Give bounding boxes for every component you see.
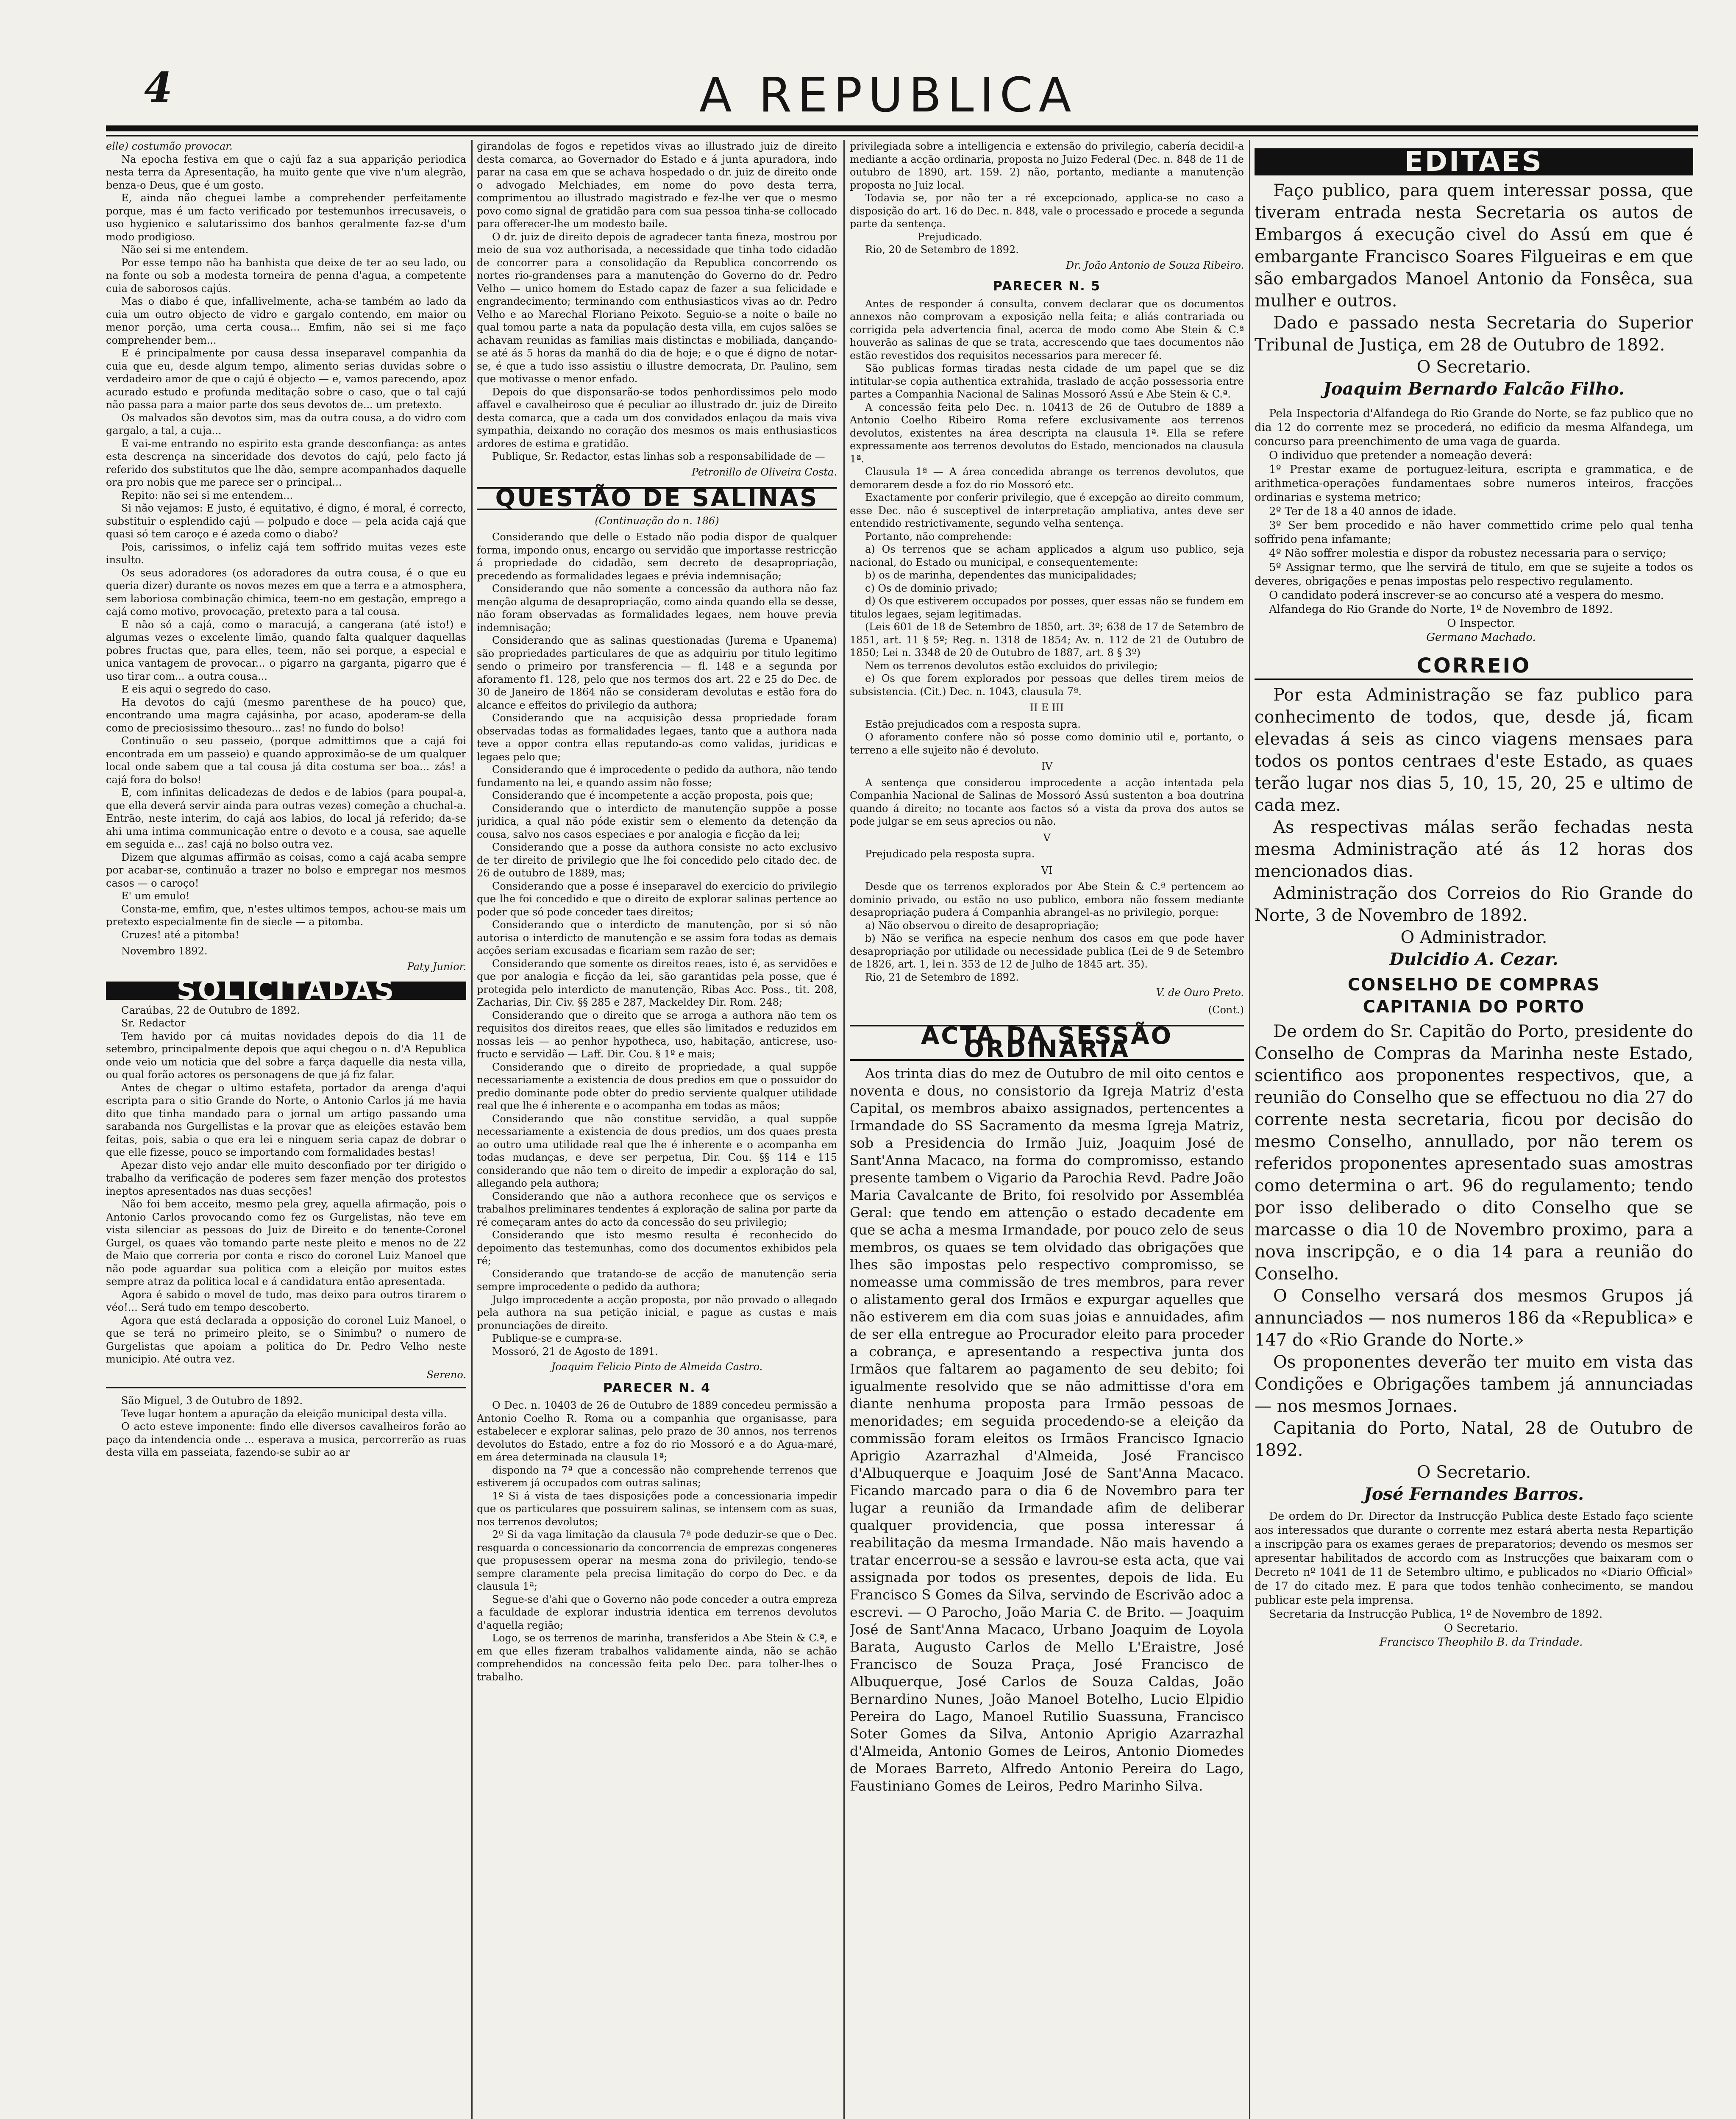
section-title-solicitadas: SOLICITADAS <box>106 982 466 1000</box>
paragraph: Considerando que o interdicto de manutenção suppõe a posse juridica, a qual não póde existir sem o elemento da detenção da cousa, salvo nos casos especiaes e por analogia e ficção da lei; <box>477 802 837 840</box>
paragraph: O acto esteve imponente: findo elle diversos cavalheiros forão ao paço da intendencia onde ... esperava a musica, percorrerão as ruas desta villa em passeiata, fazendo-se subir ao ar <box>106 1421 466 1458</box>
role-line: O Secretario. <box>1416 1463 1531 1482</box>
signature: Dr. João Antonio de Souza Ribeiro. <box>1066 259 1244 271</box>
date-line: Mossoró, 21 de Agosto de 1891. <box>492 1345 658 1357</box>
paragraph: Considerando que a posse é inseparavel do exercicio do privilegio que lhe foi concedido e que o direito de explorar salinas pertence ao poder que só pode conceder taes direitos; <box>477 880 837 918</box>
paragraph: Teve lugar hontem a apuração da eleição municipal desta villa. <box>121 1407 447 1420</box>
date-line: Rio, 20 de Setembro de 1892. <box>865 244 1019 256</box>
paragraph: Agora que está declarada a opposição do coronel Luiz Manoel, o que se terá no primeiro pleito, se o Sinimbu? o numero de Gurgelistas que apoiam a politica do Dr. Pedro Velho neste municipio. Até outra vez. <box>106 1314 466 1365</box>
signature: Joaquim Bernardo Falcão Filho. <box>1323 379 1625 399</box>
letter-continuation <box>477 140 837 478</box>
paragraph: Considerando que é incompetente a acção proposta, pois que; <box>492 790 813 801</box>
signature: José Fernandes Barros. <box>1363 1484 1584 1504</box>
paragraph: E' um emulo! <box>121 890 190 902</box>
paragraph: b) os de marinha, dependentes das municipalidades; <box>865 569 1137 581</box>
paragraph: E vai-me entrando no espirito esta grande desconfiança: as antes esta descrença na sinceridade dos devotos do cajú, pelo facto já referido dos substitutos que lhe dão, sempre acompanhados daquelle ora pro nobis que me parece ser o principal... <box>106 437 466 488</box>
paragraph: Considerando que somente os direitos reaes, isto é, as servidões e que por analogia e ficção da lei, são garantidas pela posse, que é protegida pelo interdicto de manutenção, Ribas Acc. Poss., tit. 208, Zacharias, Dir. Civ. §§ 285 e 287, Mackeldey Dir. Rom. 248; <box>477 957 837 1008</box>
signature: V. de Ouro Preto. <box>1156 987 1244 998</box>
paragraph: Considerando que as salinas questionadas (Jurema e Upanema) são propriedades particulares de que as adquiriu por titulo legitimo sendo o primeiro por transferencia — fl. 148 e a segunda por aforamento f1. 128, pelo que nos termos dos art. 22 e 25 do Dec. de 30 de Janeiro de 1864 não se consideram devolutas e estão fora do alcance e effeitos do privilegio da authora; <box>477 634 837 711</box>
column-divider-2 <box>843 140 845 2119</box>
edital-correio <box>1255 684 1693 971</box>
paragraph: Cruzes! até a pitomba! <box>121 929 239 941</box>
paragraph: e) Os que forem explorados por pessoas que delles tirem meios de subsistencia. (Cit.) Dec. n. 1043, clausula 7ª. <box>850 673 1244 698</box>
paragraph: Considerando que não constitue servidão, a qual suppõe necessariamente a existencia de dous predios, um dos quaes presta ao outro uma utilidade real que lhe é inherente e o acompanha em todas mudanças, e deve ser perpetua, Dir. Cou. §§ 114 e 115 considerando que não tem o direito de impedir a exploração do sal, allegando pela authora; <box>477 1112 837 1189</box>
divider <box>106 1387 466 1388</box>
paragraph: a) Os terrenos que se acham applicados a algum uso publico, seja nacional, do Estado ou municipal, e consequentemente: <box>850 543 1244 568</box>
paragraph: Os malvados são devotos sim, mas da outra cousa, a do vidro com gargalo, a tal, a cuja... <box>106 412 466 437</box>
paragraph: Agora é sabido o movel de tudo, mas deixo para outros tirarem o véo!... Será tudo em tempo descoberto. <box>106 1288 466 1313</box>
section-title-editaes: EDITAES <box>1255 148 1693 175</box>
paragraph: Antes de responder á consulta, convem declarar que os documentos annexos não comprovam a exposição nella feita; e aliás contrariada ou corrigida pela advertencia final, acerca de modo como Abe Stein & C.ª houverão as salinas de que se trata, accrescendo que taes documentos não estão revestidos dos requisitos necessarios para merecer fé. <box>850 298 1244 362</box>
header-rule <box>106 125 1698 131</box>
paragraph: dispondo na 7ª que a concessão não comprehende terrenos que estiverem já occupados com outras salinas; <box>477 1464 837 1489</box>
paragraph: O Dec. n. 10403 de 26 de Outubro de 1889 concedeu permissão a Antonio Coelho R. Roma ou a companhia que organisasse, para estabelecer e explorar salinas, pelo prazo de 30 annos, nos terrenos devolutos do Estado, entre a foz do rio Mossoró e a do Agua-maré, em área determinada na clausula 1ª; <box>477 1399 837 1463</box>
paragraph: São publicas formas tiradas nesta cidade de um papel que se diz intitular-se copia authentica extrahida, traslado de acção possessoria entre partes a Companhia Nacional de Salinas Mossoró Assú e Abe Stein & C.ª. <box>850 362 1244 400</box>
paragraph: Considerando que na acquisição dessa propriedade foram observadas todas as formalidades legaes, tanto que a authora nada teve a oppor contra ellas reputando-as como validas, juridicas e legaes pelo que; <box>477 712 837 763</box>
paragraph: Considerando que delle o Estado não podia dispor de qualquer forma, impondo onus, encargo ou servidão que importasse restricção á propriedade do cidadão, sem decreto de desapropriação, precedendo as formalidades legaes e prévia indemnisação; <box>477 531 837 582</box>
role-line: O Inspector. <box>1447 617 1515 630</box>
paragraph: E é principalmente por causa dessa inseparavel companhia da cuia que eu, desde algum tempo, alimento serias duvidas sobre o verdadeiro amor de que o cajú é objecto — e, vamos parecendo, apoz acurado estudo e profunda meditação sobre o caso, que o tal cajú não passa para a maior parte dos seus devotos de... um pretexto. <box>106 347 466 411</box>
paragraph: Considerando que tratando-se de acção de manutenção seria sempre improcedente o pedido da authora; <box>477 1268 837 1293</box>
paragraph: 3º Ser bem procedido e não haver commettido crime pelo qual tenha soffrido pena infamante; <box>1255 519 1693 546</box>
paragraph: Segue-se d'ahi que o Governo não pode conceder a outra empreza a faculdade de explorar industria identica em terrenos devolutos d'aquella região; <box>477 1593 837 1631</box>
paragraph: Capitania do Porto, Natal, 28 de Outubro de 1892. <box>1255 1418 1693 1460</box>
paragraph: Pela Inspectoria d'Alfandega do Rio Grande do Norte, se faz publico que no dia 12 do corrente mez se procederá, no edificio da mesma Alfandega, um concurso para preenchimento de uma vaga de guarda. <box>1255 407 1693 448</box>
paragraph: Logo, se os terrenos de marinha, transferidos a Abe Stein & C.ª, e em que elles fizeram trabalhos validamente ainda, não se achão comprehendidos na concessão feita pelo Dec. para tolher-lhes o trabalho. <box>477 1632 837 1683</box>
paragraph: Considerando que é improcedente o pedido da authora, não tendo fundamento na lei, e quando assim não fosse; <box>477 764 837 789</box>
paragraph: Julgo improcedente a acção proposta, por não provado o allegado pela authora na sua petição inicial, e pague as custas e mais pronunciações de direito. <box>477 1293 837 1332</box>
paragraph: Considerando que o direito de propriedade, a qual suppõe necessariamente a existencia de dous predios em que o possuidor do predio dominante pode obter do predio serviente qualquer utilidade real que lhe é inherente e o acompanha em todas as mãos; <box>477 1061 837 1112</box>
paragraph: c) Os de dominio privado; <box>865 582 998 594</box>
section-label: IV <box>1041 760 1053 772</box>
section-subtitle-capitania: CAPITANIA DO PORTO <box>1363 997 1585 1017</box>
section-label: VI <box>1041 864 1053 876</box>
paragraph: De ordem do Dr. Director da Instrucção Publica deste Estado faço sciente aos interessados que durante o corrente mez estará aberta nesta Repartição a inscripção para os exames geraes de preparatorios; devendo os mesmos ser apresentar habilitados de accordo com as Instrucções que baixaram com o Decreto nº 1041 de 11 de Setembro ultimo, e publicados no «Diario Official» de 17 do citado mez. E para que todos tenhão conhecimento, se mandou publicar este pela imprensa. <box>1255 1510 1693 1607</box>
paragraph: De ordem do Sr. Capitão do Porto, presidente do Conselho de Compras da Marinha neste Estado, scientifico aos proponentes respectivos, que, a reunião do Conselho que se effectuou no dia 27 do corrente nesta secretaria, ficou por decisão do mesmo Conselho, annullado, por não terem os referidos proponentes apresentado suas amostras como determina o art. 96 do regulamento; tendo por isso deliberado o dito Conselho que se marcasse o dia 10 de Novembro proximo, para a nova inscripção, e o dia 14 para a reunião do Conselho. <box>1255 1022 1693 1284</box>
paragraph: Secretaria da Instrucção Publica, 1º de Novembro de 1892. <box>1269 1608 1603 1621</box>
section-label: II E III <box>1029 702 1064 714</box>
edital-tribunal <box>1255 180 1693 400</box>
edital-conselho <box>1255 1021 1693 1505</box>
paragraph: E não só a cajá, como o maracujá, a cangerana (até isto!) e algumas vezes o excelente limão, quando falta qualquer daquellas pobres fructas que, para elles, teem, não sei porque, a especial e unica vantagem de provocar... o pigarro na garganta, pigarro que é uso tirar com... a outra cousa... <box>106 618 466 682</box>
masthead-title: A REPUBLICA <box>699 68 1077 123</box>
section-title-salinas: QUESTÃO DE SALINAS <box>477 487 837 510</box>
paragraph: Depois do que disponsarão-se todos penhordissimos pelo modo affavel e cavalheiroso que é peculiar ao illustrado dr. juiz de Direito desta comarca, que a cada um dos convidados enlaçou da mais viva sympathia, deixando no coração dos mesmos os mais enthusiasticos ardores de estima e gratidão. <box>477 386 837 450</box>
paragraph: (Leis 601 de 18 de Setembro de 1850, art. 3º; 638 de 17 de Setembro de 1851, art. 11 § 5º; Reg. n. 1318 de 1854; Av. n. 112 de 21 de Outubro de 1850; Lei n. 3348 de 20 de Outubro de 1887, art. 8 § 3º) <box>850 621 1244 659</box>
role-line: O Administrador. <box>1400 928 1547 947</box>
paragraph: O dr. juiz de direito depois de agradecer tanta fineza, mostrou por meio de sua voz authorisada, a necessidade que tinha todo cidadão de concorrer para a consolidação da Republica concorrendo os nortes rio-grandenses para a manutenção do Governo do dr. Pedro Velho — unico homem do Estado capaz de fazer a sua felicidade e engrandecimento; terminando com enthusiasticos vivas ao dr. Pedro Velho e ao Marechal Floriano Peixoto. Seguio-se a noite o baile no qual tomou parte a nata da população desta villa, em cujos salões se achavam reunidas as familias mais distinctas e mobiliada, dançando-se até ás 5 horas da manhã do dia de hoje; e o que é digno de notar-se, é que a tudo isso assistiu o illustre democrata, Dr. Paulino, sem que motivasse o menor enfado. <box>477 231 837 385</box>
paragraph: 1º Si á vista de taes disposições pode a concessionaria impedir que os particulares que possuirem salinas, se intensem com as suas, nos terrenos devolutos; <box>477 1490 837 1528</box>
parecer-5-title: PARECER N. 5 <box>993 279 1101 294</box>
letter-salutation: Sr. Redactor <box>121 1017 186 1029</box>
section-title-conselho: CONSELHO DE COMPRAS <box>1347 975 1600 995</box>
parecer-4 <box>477 1399 837 1683</box>
paragraph: A sentença que considerou improcedente a acção intentada pela Companhia Nacional de Salinas de Mossoró Assú sustenton a boa doutrina quando á direito; no tocante aos factos só a vista da prova dos autos se pode julgar se em seus aprecios ou não. <box>850 776 1244 827</box>
paragraph: E eis aqui o segredo do caso. <box>121 683 271 695</box>
letter-date: Caraúbas, 22 de Outubro de 1892. <box>121 1004 300 1016</box>
paragraph: Estão prejudicados com a resposta supra. <box>865 718 1081 730</box>
paragraph: Aos trinta dias do mez de Outubro de mil oito centos e noventa e dous, no consistorio da Igreja Matriz d'esta Capital, os membros abaixo assignados, pertencentes a Irmandade do SS Sacramento da mesma Igreja Matriz, sob a Presidencia do Irmão Juiz, Joaquim José de Sant'Anna Macaco, na forma do compromisso, estando presente tambem o Vigario da Parochia Revd. Padre João Maria Cavalcante de Brito, foi resolvido por Assembléa Geral: que tendo em attenção o estado decadente em que se acha a mesma Irmandade, por pouco zelo de seus membros, os quaes se tem olvidado das obrigações que lhes são impostas pelo respectivo compromisso, se nomeasse uma commissão de tres membros, para rever o alistamento geral dos Irmãos e expurgar aquelles que não estiverem em dia com suas joias e annuidades, afim de ser ella entregue ao Procurador eleito para proceder a cobrança, e apresentando a respectiva junta dos Irmãos que faltarem ao pagamento de seu debito; foi igualmente resolvido que se não admittisse d'ora em diante nenhuma proposta para Irmão pessoas de menoridades; em seguida procedendo-se a eleição da commissão foram eleitos os Irmãos Francisco Ignacio Aprigio Azarrazhal d'Almeida, José Francisco d'Albuquerque e Joaquim José de Sant'Anna Macaco. Ficando marcado para o dia 6 de Novembro para ter lugar a reunião da Irmandade afim de deliberar qualquer providencia, que possa interessar á reabilitação da mesma Irmandade. Não mais havendo a tratar encerrou-se a sessão e lavrou-se esta acta, que vai assignada por todos os presentes, depois de lida. Eu Francisco S Gomes da Silva, servindo de Escrivão adoc a escrevi. — O Parocho, João Maria C. de Brito. — Joaquim José de Sant'Anna Macaco, Urbano Joaquim de Loyola Barata, Augusto Carlos de Mello L'Eraistre, José Francisco de Souza Praça, José Francisco de Albuquerque, José Carlos de Souza Caldas, João Bernardino Nunes, João Manoel Botelho, Lucio Elpidio Pereira do Lago, Manoel Rutilio Suassuna, Francisco Soter Gomes da Silva, Antonio Aprigio Azarrazhal d'Almeida, Antonio Gomes de Leiros, Antonio Diomedes de Moraes Barreto, Alfredo Antonio Pereira do Lago, Faustiniano Gomes de Leiros, Pedro Marinho Silva. <box>850 1065 1244 1794</box>
paragraph: Os seus adoradores (os adoradores da outra cousa, é o que eu queria dizer) durante os novos mezes em que a terra e a atmosphera, sem laboriosa combinação chimica, teem-no em gestação, emprego a cajá como motivo, provocação, pretexto para a tal cousa. <box>106 567 466 617</box>
paragraph: As respectivas málas serão fechadas nesta mesma Administração até ás 12 horas dos mencionados dias. <box>1255 818 1693 881</box>
paragraph: Tem havido por cá muitas novidades depois do dia 11 de setembro, principalmente depois que aqui chegou o n. d'A Republica onde veio um noticia que del sobre a farça daquelle dia nesta villa, ou qual forão actores os personagens de que já fiz falar. <box>106 1030 466 1081</box>
paragraph: O individuo que pretender a nomeação deverá: <box>1269 449 1533 462</box>
paragraph: E, com infinitas delicadezas de dedos e de labios (para poupal-a, que ella deverá servir ainda para outras vezes) começão a chuchal-a. Entrão, neste interim, do cajá aos labios, do local já referido; da-se ahi uma intima communicação entre o devoto e a cousa, sae aquelle em seguida e... zas! cajá no bolso outra vez. <box>106 787 466 850</box>
column-divider-3 <box>1249 140 1250 2119</box>
edital-instrucao <box>1255 1510 1693 1649</box>
signature: Dulcidio A. Cezar. <box>1389 949 1558 969</box>
edital-alfandega <box>1255 407 1693 645</box>
paragraph: d) Os que estiverem occupados por posses, quer essas não se fundem em titulos legaes, sejam legitimadas. <box>850 595 1244 620</box>
paragraph: Dizem que algumas affirmão as coisas, como a cajá acaba sempre por acabar-se, continuão a trazer no bolso e empregar nos mesmos casos — o caroço! <box>106 851 466 889</box>
signature: Joaquim Felicio Pinto de Almeida Castro. <box>551 1361 763 1373</box>
signature: Francisco Theophilo B. da Trindade. <box>1379 1636 1583 1649</box>
column-1 <box>106 140 466 2119</box>
role-line: O Secretario. <box>1444 1622 1519 1635</box>
letter-sao-miguel <box>106 1394 466 1459</box>
paragraph: Mas o diabo é que, infallivelmente, acha-se também ao lado da cuia um outro objecto de vidro e gargalo contendo, em maior ou menor porção, uma certa cousa... Emfim, não sei si me faço comprehender bem... <box>106 295 466 346</box>
paragraph: Dado e passado nesta Secretaria do Superior Tribunal de Justiça, em 28 de Outubro de 1892. <box>1255 313 1693 355</box>
paragraph: Portanto, não comprehende: <box>865 530 1012 542</box>
paragraph: Prejudicado pela resposta supra. <box>865 848 1035 860</box>
paragraph: Por esse tempo não ha banhista que deixe de ter ao seu lado, ou na fonte ou sob a modesta torneira de penna d'agua, a competente cuia de saborosos cajús. <box>106 256 466 295</box>
paragraph: privilegiada sobre a intelligencia e extensão do privilegio, cabería decidil-a mediante a acção ordinaria, proposta no Juizo Federal (Dec. n. 848 de 11 de outubro de 1890, art. 159. 2) não, portanto, mediante a manutenção proposta no Juiz local. <box>850 140 1244 191</box>
continued-note: (Cont.) <box>1208 1004 1244 1016</box>
paragraph: Nem os terrenos devolutos estão excluidos do privilegio; <box>865 659 1158 672</box>
paragraph: Por esta Administração se faz publico para conhecimento de todos, que, desde já, ficam elevadas á seis as cinco viagens mensaes para todos os pontos centraes d'este Estado, as quaes terão lugar nos dias 5, 10, 15, 20, 25 e ultimo de cada mez. <box>1255 685 1693 815</box>
paragraph: A concessão feita pelo Dec. n. 10413 de 26 de Outubro de 1889 a Antonio Coelho Ribeiro Roma refere exclusivamente aos terrenos devolutos, existentes na área descripta na clausula 1ª. Ella se refere expressamente aos terrenos devolutos do Estado, mencionados na clausula 1ª. <box>850 401 1244 465</box>
paragraph: b) Não se verifica na especie nenhum dos casos em que pode haver desapropriação por utilidade ou necessidade publica (Lei de 9 de Setembro de 1826, art. 1, lei n. 353 de 12 de Julho de 1845 art. 35). <box>850 932 1244 970</box>
lead-line: elle) costumão provocar. <box>106 140 233 152</box>
paragraph: Desde que os terrenos explorados por Abe Stein & C.ª pertencem ao dominio privado, ou estão no uso publico, embora não fossem mediante desapropriação pudera á Companhia abrangel-as no privilegio, porque: <box>850 881 1244 918</box>
paragraph: Faço publico, para quem interessar possa, que tiveram entrada nesta Secretaria os autos de Embargos á execução civel do Assú em que é embargante Francisco Soares Filgueiras e em que são embargados Manoel Antonio da Fonsêca, sua mulher e outros. <box>1255 181 1693 311</box>
paragraph: O candidato poderá inscrever-se ao concurso até a vespera do mesmo. <box>1269 589 1664 602</box>
paragraph: Consta-me, emfim, que, n'estes ultimos tempos, achou-se mais um pretexto especialmente fin de siecle — a pitomba. <box>106 903 466 928</box>
paragraph: 2º Si da vaga limitação da clausula 7ª pode deduzir-se que o Dec. resguarda o concessionario da concorrencia de emprezas congeneres que propusessem operar na mesma zona do privilegio, tendo-se sempre claramente pela precisa limitação do corpo do Dec. e da clausula 1ª; <box>477 1529 837 1592</box>
paragraph: 2º Ter de 18 a 40 annos de idade. <box>1269 505 1457 518</box>
paragraph: 5º Assignar termo, que lhe servirá de titulo, em que se sujeite a todos os deveres, obrigações e penas impostas pelo respectivo regulamento. <box>1255 561 1693 588</box>
letter-caraubas <box>106 1004 466 1382</box>
paragraph: O aforamento confere não só posse como dominio util e, portanto, o terreno a elle sujeito não é devoluto. <box>850 731 1244 756</box>
parecer-5 <box>850 298 1244 1017</box>
paragraph: Si não vejamos: E justo, é equitativo, é digno, é moral, é correcto, substituir o esplendido cajú — polpudo e doce — pela acida cajá que quasi só tem caroço e é azeda como o diabo? <box>106 502 466 540</box>
paragraph: Não sei si me entendem. <box>121 244 249 256</box>
paragraph: a) Não observou o direito de desapropriação; <box>865 919 1099 932</box>
paragraph: Considerando que o interdicto de manutenção, por si só não autorisa o interdicto de manutenção e se assim fora todas as demais acções seriam excusadas e ficariam sem razão de ser; <box>477 919 837 957</box>
column-2 <box>477 140 837 2119</box>
parecer-continuation <box>850 140 1244 272</box>
role-line: O Secretario. <box>1416 357 1531 377</box>
section-title-correio: CORREIO <box>1255 653 1693 680</box>
paragraph: Ha devotos do cajú (mesmo parenthese de ha pouco) que, encontrando uma magra cajásinha, por acaso, apoderam-se della como de preciosissimo thesouro... zas! no fundo do bolso! <box>106 696 466 734</box>
paragraph: Clausula 1ª — A área concedida abrange os terrenos devolutos, que demorarem desde a foz do rio Mossoró etc. <box>850 466 1244 491</box>
letter-date: São Miguel, 3 de Outubro de 1892. <box>121 1395 303 1407</box>
paragraph: Exactamente por conferir privilegio, que é excepção ao direito commum, esse Dec. não é susceptivel de interpretação ampliativa, antes deve ser entendido restrictivamente, segundo velha sentença. <box>850 492 1244 529</box>
column-4 <box>1255 140 1693 2119</box>
paragraph: Considerando que o direito que se arroga a authora não tem os requisitos dos direitos reaes, que elles são limitados e reduzidos em nossas leis — ao penhor hypotheca, uso, habitação, anticrese, uso-fructo e servidão — Laff. Dir. Cou. § 1º e mais; <box>477 1009 837 1060</box>
date-line: Novembro 1892. <box>121 945 208 957</box>
paragraph: Publique, Sr. Redactor, estas linhas sob a responsabilidade de — <box>492 450 825 462</box>
paragraph: Todavia se, por não ter a ré excepcionado, applica-se no caso a disposição do art. 16 do Dec. n. 848, vale o processado e procede a segunda parte da sentença. <box>850 192 1244 230</box>
signature: Petronillo de Oliveira Costa. <box>691 466 837 478</box>
section-label: V <box>1043 831 1051 844</box>
paragraph: girandolas de fogos e repetidos vivas ao illustrado juiz de direito desta comarca, ao Governador do Estado e á junta apuradora, indo parar na casa em que se achava hospedado o dr. juiz de direito onde o advogado Melchiades, em nome do povo desta terra, comprimentou ao illustrado magistrado e fez-lhe ver que o mesmo povo como signal de gratidão para com sua pessoa tinha-se collocado para offerecer-lhe um modesto baile. <box>477 140 837 230</box>
paragraph: Considerando que isto mesmo resulta é reconhecido do depoimento das testemunhas, como dos documentos exhibidos pela ré; <box>477 1229 837 1267</box>
paragraph: Continuão o seu passeio, (porque admittimos que a cajá foi encontrada em um passeio) e quando approximão-se de um qualquer local onde sabem que a tal cousa já dita costuma ser boa... zás! a cajá fora do bolso! <box>106 735 466 786</box>
paragraph: Apezar disto vejo andar elle muito desconfiado por ter dirigido o trabalho da verificação de poderes sem fazer menção dos protestos ineptos apresentados nas duas secções! <box>106 1159 466 1197</box>
paragraph: Alfandega do Rio Grande do Norte, 1º de Novembro de 1892. <box>1269 603 1613 616</box>
salinas-sentence <box>477 531 837 1374</box>
paragraph: Os proponentes deverão ter muito em vista das Condições e Obrigações tambem já annunciadas — nos mesmos Jornaes. <box>1255 1352 1693 1416</box>
header-rule-thin <box>106 135 1698 136</box>
paragraph: 1º Prestar exame de portuguez-leitura, escripta e grammatica, e de arithmetica-operações fundamentaes sobre numeros inteiros, fracções ordinarias e systema metrico; <box>1255 463 1693 504</box>
paragraph: Considerando que não somente a concessão da authora não faz menção alguma de desapropriação, como ainda quando ella se desse, não foram observadas as formalidades legaes, nem houve previa indemnisação; <box>477 583 837 634</box>
paragraph: Pois, carissimos, o infeliz cajá tem soffrido muitas vezes este insulto. <box>106 541 466 566</box>
paragraph: Na epocha festiva em que o cajú faz a sua apparição periodica nesta terra da Apresentação, ha muito gente que vive n'um alegrão, benza-o Deus, que é um gosto. <box>106 153 466 191</box>
paragraph: Considerando que a posse da authora consiste no acto exclusivo de ter direito de privilegio que lhe foi concedido pelo citado dec. de 26 de outubro de 1889, mas; <box>477 841 837 879</box>
signature: Sereno. <box>426 1368 466 1381</box>
signature: Paty Junior. <box>407 960 466 973</box>
paragraph: E, ainda não cheguei lambe a comprehender perfeitamente porque, mas é um facto verificado por testemunhos irrecusaveis, o uso hygienico e salutarissimo dos banhos geralmente faz-se d'um modo prodigioso. <box>106 192 466 243</box>
section-subtitle: (Continuação do n. 186) <box>595 514 719 527</box>
chronicle-article <box>106 153 466 973</box>
parecer-4-title: PARECER N. 4 <box>603 1380 711 1396</box>
paragraph: Publique-se e cumpra-se. <box>492 1332 622 1344</box>
acta-text <box>850 1065 1244 1795</box>
column-divider-1 <box>471 140 473 2119</box>
paragraph: Antes de chegar o ultimo estafeta, portador da arenga d'aqui escripta para o sitio Grande do Norte, o Antonio Carlos já me havia dito que tinha mandado para o jornal um artigo passando uma sarabanda nos Gurgellistas e la provar que as eleições estavão bem feitas, pois, sabia o que era lei e ninguem seria capaz de dobrar o que elle fizesse, pouco se importando com formalidades bestas! <box>106 1082 466 1158</box>
paragraph: 4º Não soffrer molestia e dispor da robustez necessaria para o serviço; <box>1269 547 1666 560</box>
page-number: 4 <box>144 64 172 111</box>
signature: Germano Machado. <box>1426 631 1536 644</box>
paragraph: Repito: não sei si me entendem... <box>121 489 293 501</box>
date-line: Rio, 21 de Setembro de 1892. <box>865 971 1019 983</box>
column-3 <box>850 140 1244 2119</box>
paragraph: Administração dos Correios do Rio Grande do Norte, 3 de Novembro de 1892. <box>1255 884 1693 925</box>
paragraph: Não foi bem acceito, mesmo pela grey, aquella afirmação, pois o Antonio Carlos provocando como fez os Gurgelistas, não teve em vista silenciar as pessoas do Juiz de Direito e do tenente-Coronel Gurgel, os quaes vão tomando parte neste pleito e menos no de 22 de Maio que correria por conta e risco do coronel Luiz Manoel que não pode aguardar sua politica com a eleição por muitos estes sempre atraz da politica local e á candidatura então apresentada. <box>106 1198 466 1288</box>
section-title-acta: ACTA DA SESSÃO ORDINARIA <box>850 1025 1244 1061</box>
paragraph: O Conselho versará dos mesmos Grupos já annunciados — nos numeros 186 da «Republica» e 147 do «Rio Grande do Norte.» <box>1255 1286 1693 1350</box>
paragraph: Considerando que não a authora reconhece que os serviços e trabalhos preliminares tendentes á exploração de salina por parte da ré começaram antes do acto da concessão do seu privilegio; <box>477 1190 837 1228</box>
paragraph: Prejudicado. <box>918 231 982 243</box>
